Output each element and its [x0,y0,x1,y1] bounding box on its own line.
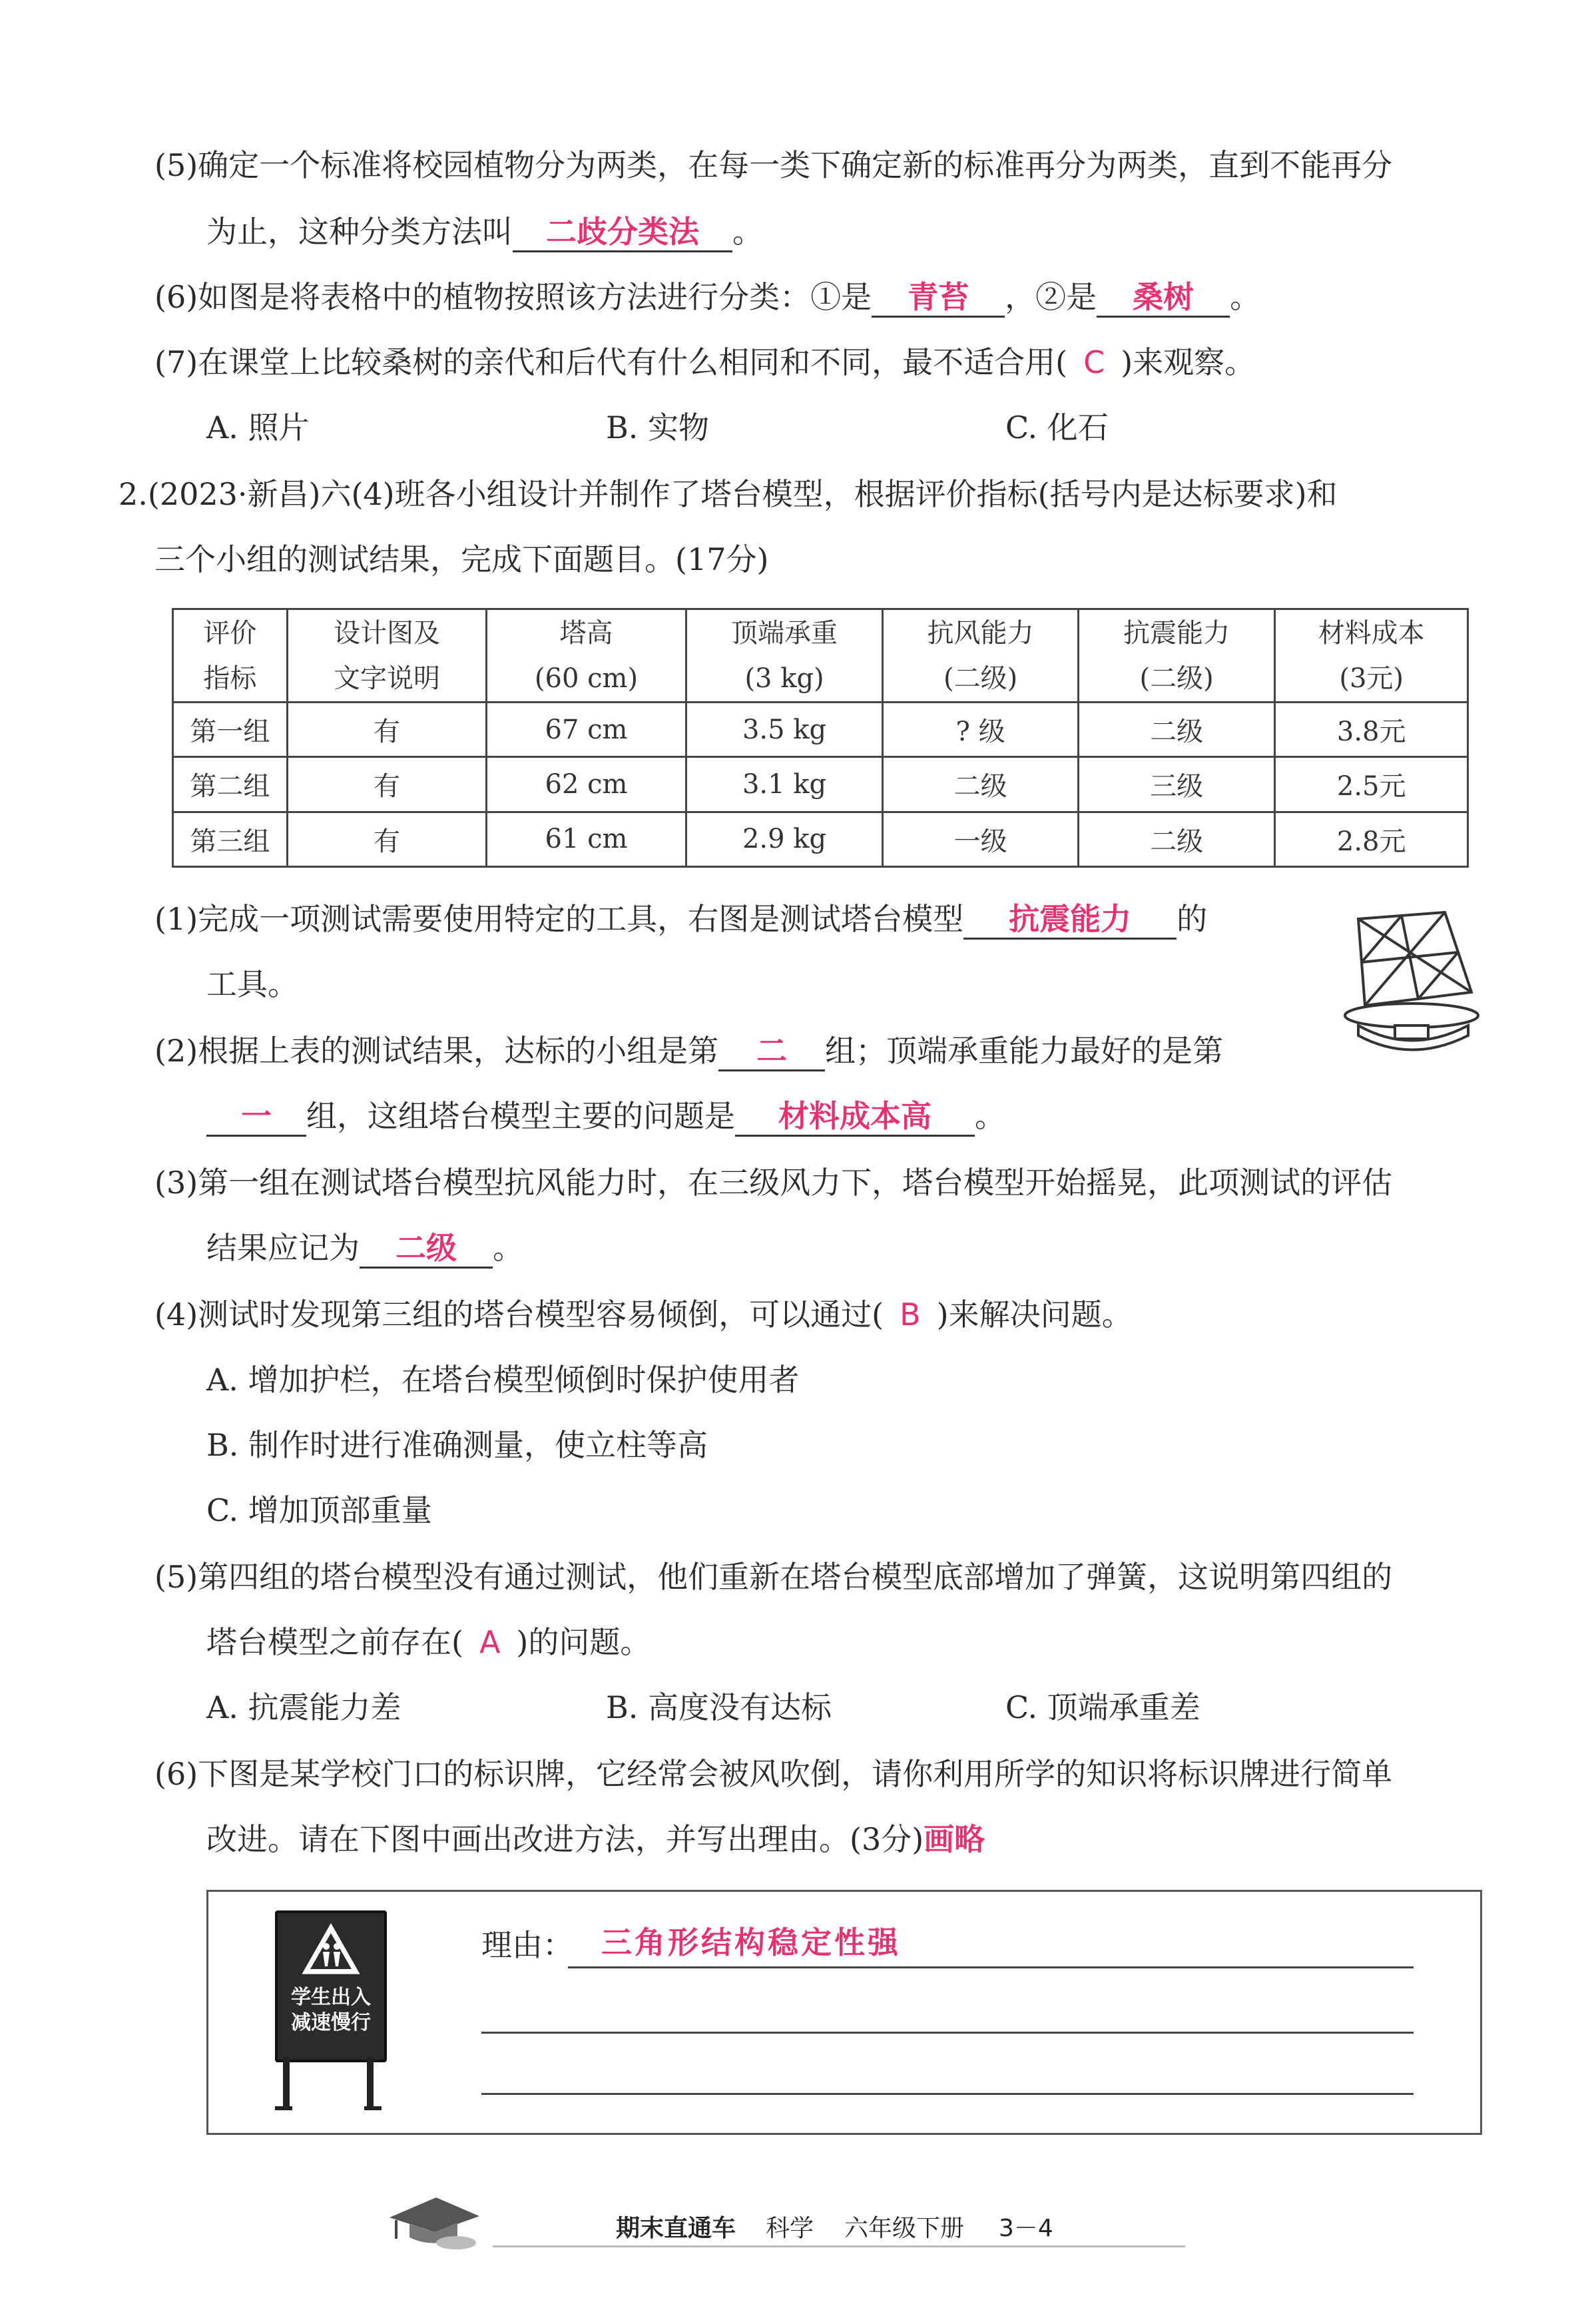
table-cell: 62 cm [487,757,686,812]
table-cell: 3.8元 [1275,703,1468,757]
table-cell: 有 [287,703,486,757]
sign-post-right [367,2057,374,2110]
sign-text-line1: 学生出入 [291,1986,371,2009]
table-header-row [173,609,1468,703]
q2-4-option-c: C. 增加顶部重量 [206,1492,432,1528]
q2-1-end: 的 [1177,901,1208,937]
table-header-cell: 顶端承重 (3 kg) [686,609,883,703]
table-cell: 有 [287,757,486,812]
reason-underline-1 [568,1966,1414,1968]
q1-7-answer: C [1083,344,1105,380]
q1-7-text: (7)在课堂上比较桑树的亲代和后代有什么相同和不同，最不适合用( [154,344,1068,380]
q1-6-text: (6)如图是将表格中的植物按照该方法进行分类：①是 [154,279,872,315]
reason-label: 理由： [481,1927,573,1963]
q1-5-answer: 二歧分类法 [513,213,732,252]
sign-text-line2: 减速慢行 [291,2011,371,2034]
table-cell: 2.5元 [1275,757,1468,812]
q2-2-answer1: 二 [718,1032,825,1071]
footer-line [493,2245,1185,2247]
q2-2-line [154,1031,1223,1071]
table-cell: 二级 [883,757,1079,812]
q2-2-end: 。 [975,1098,1005,1134]
q1-5-line2 [206,212,763,252]
q2-2-mid: 组；顶端承重能力最好的是第 [825,1033,1224,1069]
sign-base-right [364,2106,382,2110]
q2-5-line2 [206,1622,651,1662]
q2-6-line1: (6)下图是某学校门口的标识牌，它经常会被风吹倒，请你利用所学的知识将标识牌进行简单 [154,1756,1393,1792]
q2-1-line [154,899,1207,940]
q2-3-line1: (3)第一组在测试塔台模型抗风能力时，在三级风力下，塔台模型开始摇晃，此项测试的评估 [154,1165,1393,1201]
q2-intro-line2: 三个小组的测试结果，完成下面题目。(17分) [154,541,769,577]
q1-7-option-b: B. 实物 [606,410,710,445]
q2-5-option-c: C. 顶端承重差 [1005,1689,1200,1725]
table-row [173,703,1468,757]
q2-5-line1: (5)第四组的塔台模型没有通过测试，他们重新在塔台模型底部增加了弹簧，这说明第四组的 [154,1559,1393,1595]
table-header-cell: 抗风能力 (二级) [883,609,1079,703]
q2-3-line2 [206,1228,523,1269]
q2-intro-line1: 2.(2023·新昌)六(4)班各小组设计并制作了塔台模型，根据评价指标(括号内是达标要求)和 [119,476,1338,512]
q1-7-line [154,342,1255,382]
q1-5-line1: (5)确定一个标准将校园植物分为两类，在每一类下确定新的标准再分为两类，直到不能再分 [154,147,1393,183]
q2-2-answer3: 材料成本高 [735,1097,975,1137]
q2-3-answer: 二级 [360,1229,493,1269]
q2-6-text: 改进。请在下图中画出改进方法，并写出理由。(3分) [206,1821,924,1857]
table-cell: 61 cm [487,812,686,866]
answer-box [206,1890,1482,2135]
sign-post-left [283,2057,290,2110]
q2-2-answer2: 一 [206,1097,306,1137]
table-cell: 第一组 [173,703,288,757]
reason-underline-2 [481,2032,1414,2034]
q1-7-option-a: A. 照片 [206,410,310,445]
q2-1-line2: 工具。 [206,966,298,1002]
q2-4-text: (4)测试时发现第三组的塔台模型容易倾倒，可以通过( [154,1297,884,1332]
sign-board [275,1910,387,2062]
q2-1-text: (1)完成一项测试需要使用特定的工具，右图是测试塔台模型 [154,901,964,937]
q1-7-option-c: C. 化石 [1005,410,1109,445]
q2-3-text: 结果应记为 [206,1230,360,1266]
table-cell: 第三组 [173,812,288,866]
q2-2-text: (2)根据上表的测试结果，达标的小组是第 [154,1033,719,1069]
table-cell: 有 [287,812,486,866]
table-cell: 2.9 kg [686,812,883,866]
warning-triangle-icon [301,1922,361,1976]
q2-2-mid2: 组，这组塔台模型主要的问题是 [306,1098,735,1134]
q2-2-line2 [206,1096,1005,1137]
reason-underline-3 [481,2093,1414,2095]
q1-7-post: )来观察。 [1121,344,1256,380]
table-cell: 二级 [1078,703,1275,757]
footer-subject: 科学 [766,2215,814,2242]
table-cell: 3.5 kg [686,703,883,757]
q2-4-option-a: A. 增加护栏，在塔台模型倾倒时保护使用者 [206,1362,800,1398]
q2-5-option-a: A. 抗震能力差 [206,1689,401,1725]
q1-6-end: 。 [1230,279,1261,315]
q1-6-answer2: 桑树 [1097,278,1230,318]
evaluation-table [172,608,1469,868]
table-header-cell: 材料成本 (3元) [1275,609,1468,703]
q2-5-post: )的问题。 [516,1624,651,1660]
q1-5-end: 。 [732,214,763,250]
table-header-cell: 设计图及 文字说明 [287,609,486,703]
footer-grade: 六年级下册 [844,2215,965,2242]
footer-title: 期末直通车 [616,2215,736,2242]
q2-4-line [154,1295,1133,1334]
q2-6-draw-answer: 画略 [924,1821,985,1857]
table-cell: 3.1 kg [686,757,883,812]
q2-5-text: 塔台模型之前存在( [206,1624,463,1660]
school-sign [275,1910,382,2110]
q2-4-answer: B [900,1297,921,1332]
reason-answer: 三角形结构稳定性强 [601,1924,901,1960]
q2-3-end: 。 [493,1230,523,1266]
q1-5-text: 为止，这种分类方法叫 [206,214,513,250]
shake-test-tool-illustration [1332,892,1485,1065]
table-cell: 第二组 [173,757,288,812]
q2-1-answer: 抗震能力 [963,900,1177,940]
table-cell: 一级 [883,812,1079,866]
table-header-cell: 抗震能力 (二级) [1078,609,1275,703]
q1-6-line [154,277,1260,318]
table-header-cell: 塔高 (60 cm) [487,609,686,703]
table-cell: ? 级 [883,703,1079,757]
q1-6-answer1: 青苔 [872,278,1005,318]
q2-6-line2 [206,1819,985,1859]
sign-base-left [275,2106,292,2110]
table-cell: 2.8元 [1275,812,1468,866]
q2-5-answer: A [479,1624,501,1660]
table-cell: 67 cm [487,703,686,757]
q1-6-mid: ，②是 [1005,279,1097,315]
table-cell: 二级 [1078,812,1275,866]
table-cell: 三级 [1078,757,1275,812]
q2-4-post: )来解决问题。 [936,1297,1133,1332]
q2-5-option-b: B. 高度没有达标 [606,1689,832,1725]
graduation-cap-icon [383,2191,483,2251]
q2-4-option-b: B. 制作时进行准确测量，使立柱等高 [206,1427,708,1463]
table-row [173,757,1468,812]
table-row [173,812,1468,866]
footer-page: 3－4 [999,2215,1053,2242]
table-header-cell: 评价 指标 [173,609,288,703]
